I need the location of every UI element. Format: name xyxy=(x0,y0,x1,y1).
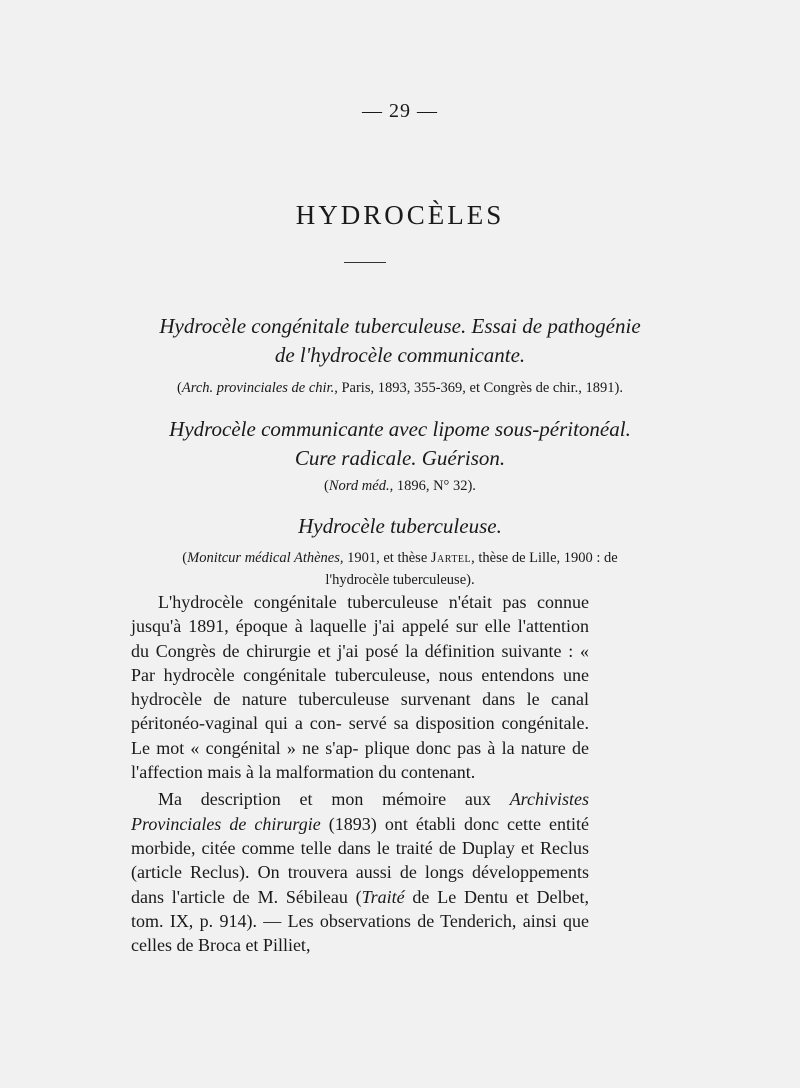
body-text xyxy=(131,590,589,957)
text-run: (1893) ont établi donc cette entité morbide, citée xyxy=(131,813,590,858)
entry-3 xyxy=(0,512,800,591)
entry-2 xyxy=(0,415,800,497)
text-run-italic: de chirurgie xyxy=(229,813,321,834)
text-line: congénitale tuberculeuse, nous entendons une hydrocèle de nature xyxy=(131,664,589,710)
paragraph-2 xyxy=(131,787,589,957)
text-run: de Le Dentu et Delbet, tom. IX, p. 914). — xyxy=(131,886,590,931)
entry-3-title: Hydrocèle tuberculeuse. xyxy=(298,514,502,538)
entry-2-ref-details: , 1896, N° 32). xyxy=(389,478,476,494)
entry-2-ref-source: Nord méd. xyxy=(328,478,390,494)
entry-3-reference-line2: l'hydrocèle tuberculeuse). xyxy=(325,572,475,588)
entry-3-reference: (Monitcur médical Athènes, 1901, et thèse Jartel, thèse de Lille, 1900 : de xyxy=(182,550,618,566)
text-line: comme telle dans le traité de Duplay et Reclus (article Reclus). xyxy=(131,837,590,883)
text-line: plique donc pas à la nature de l'affection mais à la malformation xyxy=(131,737,590,783)
entry-3-ref-mid: 1901, et thèse xyxy=(343,550,431,566)
text-line: tuberculeuse survenant dans le canal péritonéo-vaginal qui a con- xyxy=(131,689,589,734)
entry-3-ref-author: Jartel xyxy=(430,550,472,566)
text-run: Ma description et mon mémoire aux xyxy=(158,789,510,810)
page-number: — 29 — xyxy=(362,100,438,122)
text-line: L'hydrocèle congénitale tuberculeuse n'était pas connue jusqu'à xyxy=(131,592,589,637)
entry-2-reference: (Nord méd., 1896, N° 32). xyxy=(324,478,476,494)
text-run-italic: Traité xyxy=(361,886,405,907)
text-line: du contenant. xyxy=(378,762,476,783)
text-line: de chirurgie et j'ai posé la définition suivante : « Par hydrocèle xyxy=(131,640,590,685)
text-line: servé sa disposition congénitale. Le mot « congénital » ne s'ap- xyxy=(131,713,589,758)
paragraph-1 xyxy=(131,590,589,784)
text-run: M. Sébileau ( xyxy=(257,886,362,907)
entry-3-ref-details: , thèse de Lille, 1900 : de xyxy=(471,550,618,566)
entry-1-title-line2: de l'hydrocèle communicante. xyxy=(274,343,526,367)
entry-2-title-line1: Hydrocèle communicante avec lipome sous-péritonéal. xyxy=(169,417,631,441)
entry-3-ref-source: Monitcur médical Athènes, xyxy=(187,550,344,566)
entry-1 xyxy=(0,312,800,399)
title-divider xyxy=(344,262,386,263)
text-line: 1891, époque à laquelle j'ai appelé sur elle l'attention du Congrès xyxy=(131,616,590,661)
text-line: On trouvera aussi de longs développements dans l'article de xyxy=(131,862,589,907)
entry-1-ref-source: Arch. provinciales de chir. xyxy=(181,380,335,396)
entry-1-title-line1: Hydrocèle congénitale tuberculeuse. Essai de pathogénie xyxy=(159,314,641,338)
entry-1-reference: (Arch. provinciales de chir., Paris, 1893, 355-369, et Congrès de chir., 1891). xyxy=(177,380,623,396)
section-title: HYDROCÈLES xyxy=(295,200,505,230)
text-line: Les observations de Tenderich, ainsi que celles de Broca et Pilliet, xyxy=(131,910,590,956)
entry-1-ref-details: , Paris, 1893, 355-369, et Congrès de chir., 1891). xyxy=(334,380,623,396)
entry-2-title-line2: Cure radicale. Guérison. xyxy=(294,446,506,470)
text-run-italic: Archivistes Provinciales xyxy=(131,789,589,834)
